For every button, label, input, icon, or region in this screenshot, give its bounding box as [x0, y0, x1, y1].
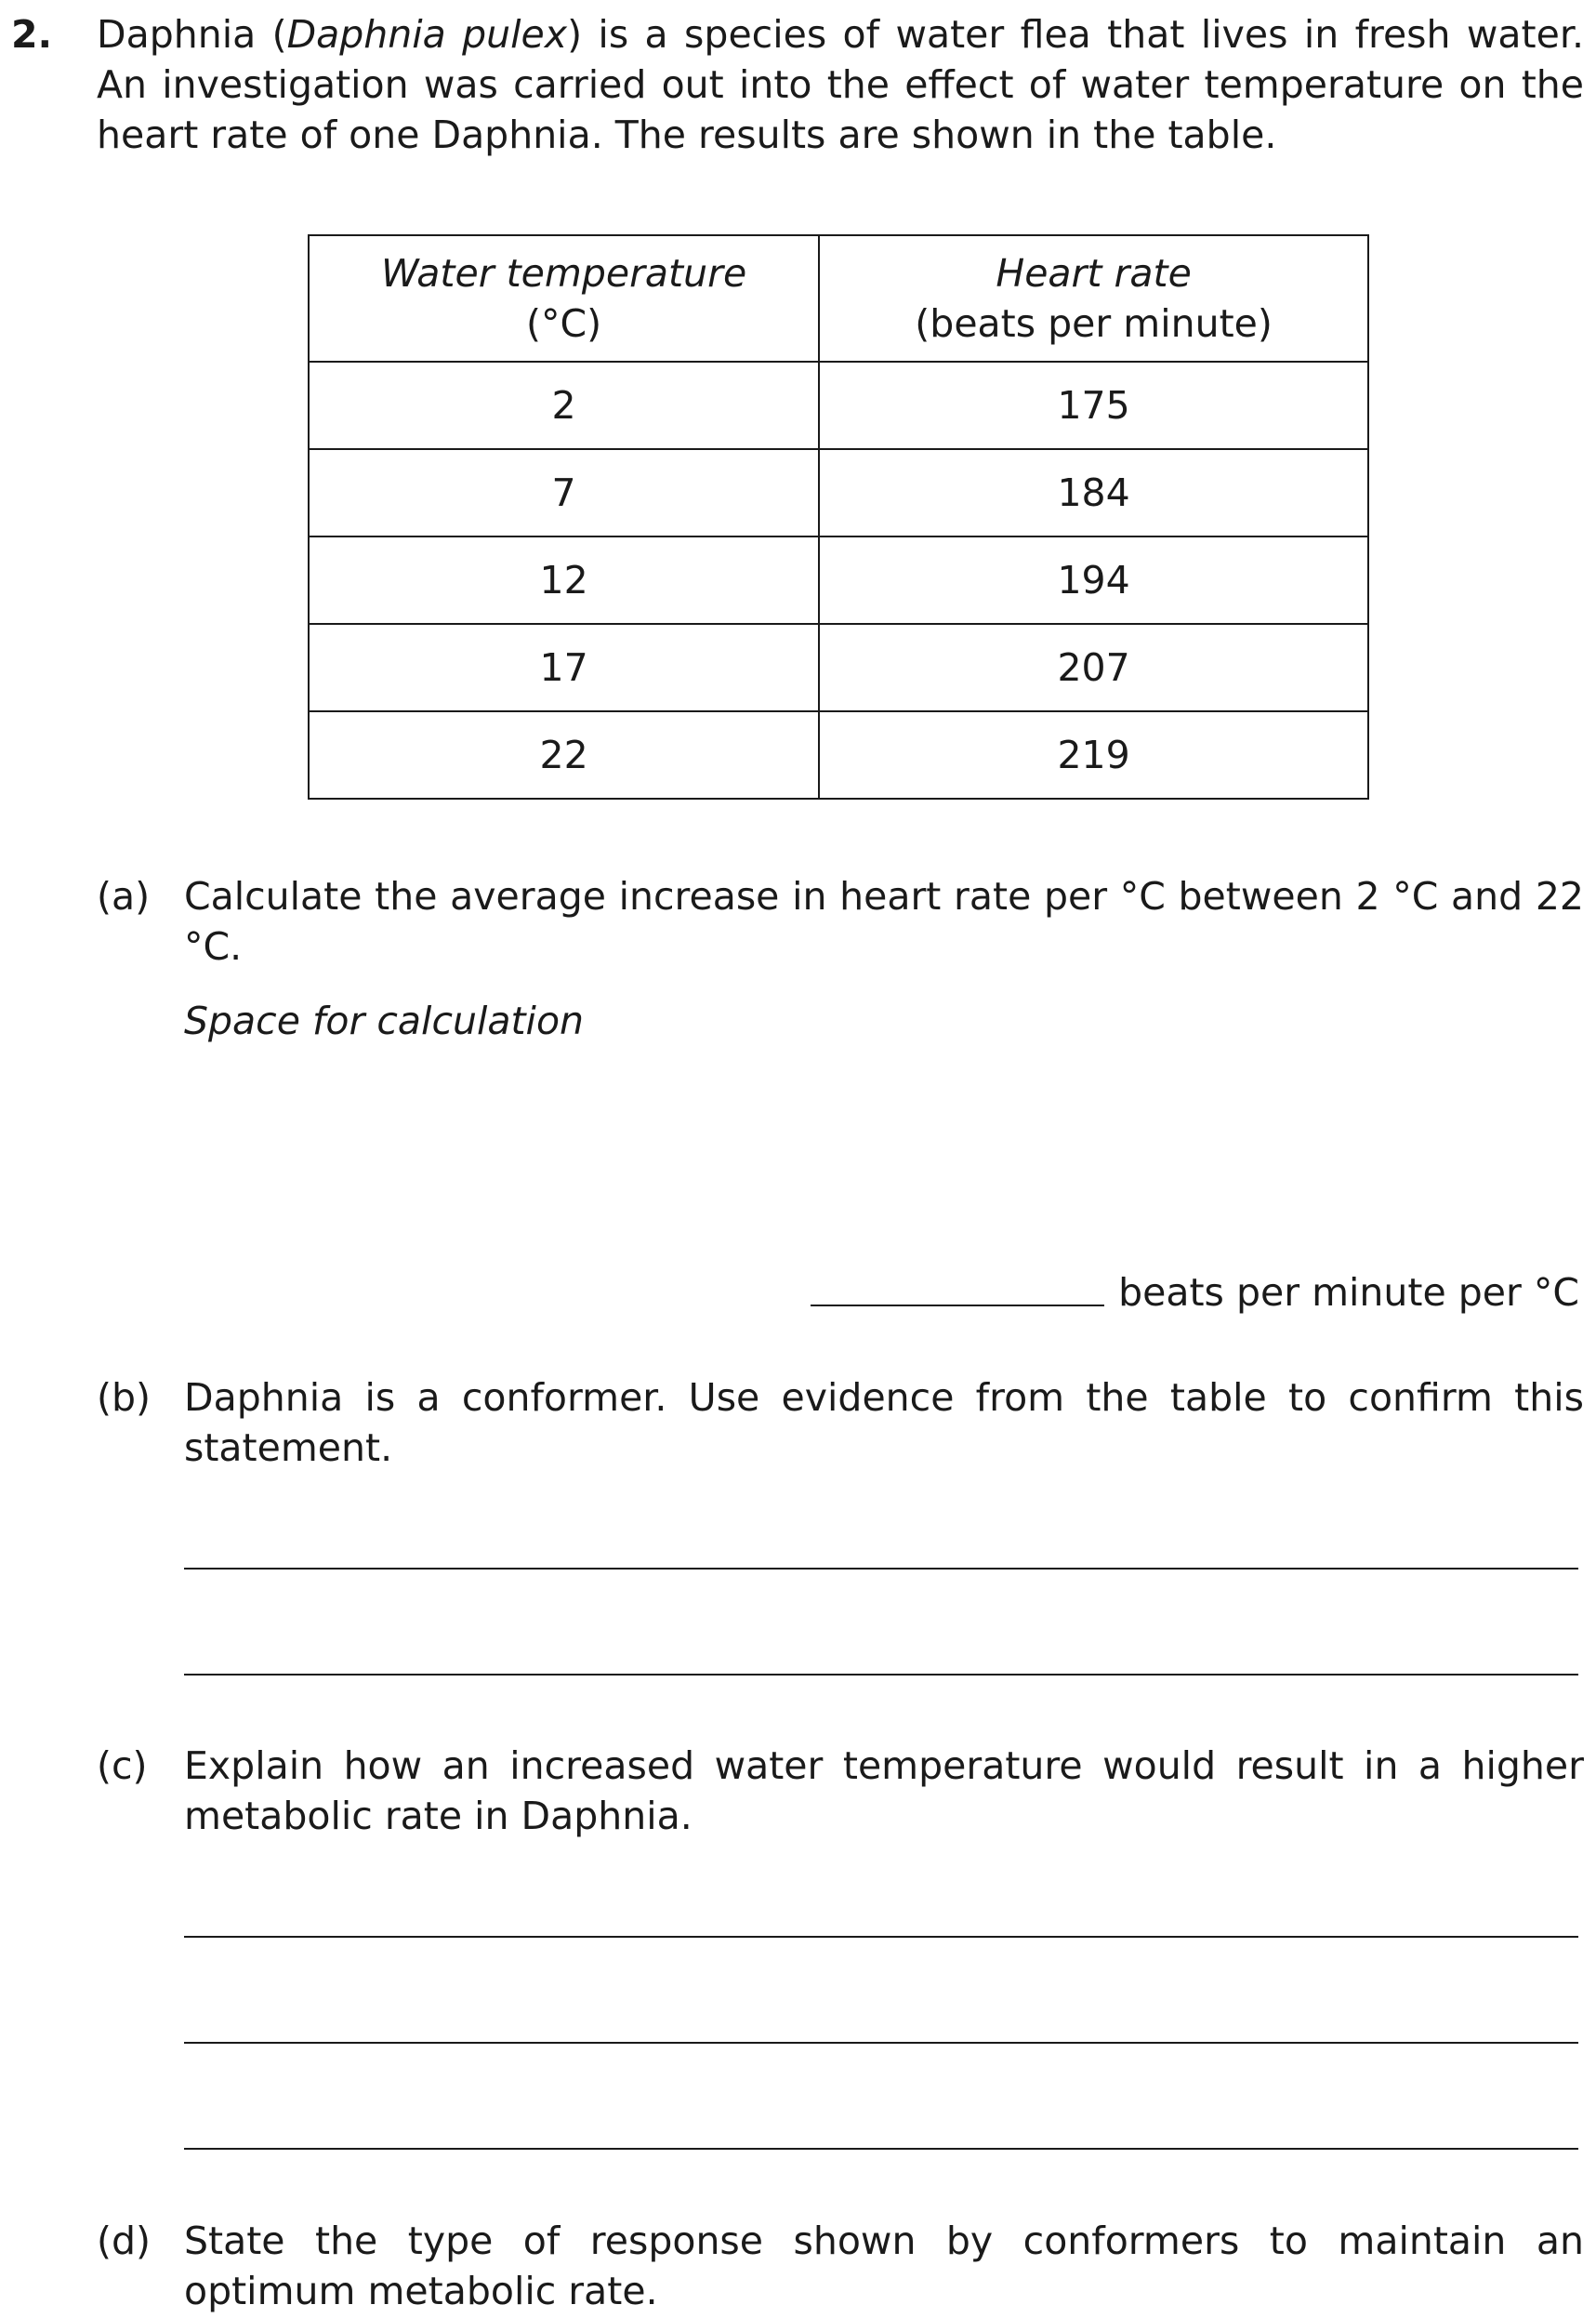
- temperature-cell: 17: [309, 624, 819, 711]
- temperature-cell: 12: [309, 536, 819, 624]
- temperature-header-unit: (°C): [526, 301, 602, 346]
- part-a-label: (a): [97, 874, 151, 919]
- heart-rate-header-unit: (beats per minute): [915, 301, 1273, 346]
- heart-rate-cell: 207: [819, 624, 1368, 711]
- part-c-answer-line[interactable]: [184, 1936, 1578, 1938]
- part-b-answer-line[interactable]: [184, 1568, 1578, 1570]
- part-b-question: Daphnia is a conformer. Use evidence from the table to confirm this statement.: [184, 1375, 1584, 1470]
- part-c-question: Explain how an increased water temperature would result in a higher metabolic rate in Daphnia.: [184, 1743, 1584, 1838]
- intro-text-start: Daphnia (: [97, 12, 287, 57]
- heart-rate-cell: 194: [819, 536, 1368, 624]
- part-b-answer-line[interactable]: [184, 1674, 1578, 1676]
- part-b-label: (b): [97, 1375, 152, 1420]
- question-intro: [97, 9, 1584, 160]
- table-row: [309, 624, 1368, 711]
- results-table: [308, 234, 1369, 800]
- table-header-row: [309, 235, 1368, 362]
- part-a-question: Calculate the average increase in heart rate per °C between 2 °C and 22 °C.: [184, 874, 1584, 969]
- table-row: [309, 536, 1368, 624]
- part-d-label: (d): [97, 2219, 152, 2263]
- part-a-answer-units: beats per minute per °C: [1118, 1270, 1579, 1315]
- part-c-label: (c): [97, 1743, 148, 1788]
- heart-rate-cell: 184: [819, 449, 1368, 536]
- part-a-answer-line[interactable]: [811, 1305, 1104, 1306]
- calculation-space-note: Space for calculation: [184, 999, 585, 1043]
- table-row: [309, 362, 1368, 449]
- intro-text-end: ) is a species of water flea that lives in fresh water. An investigation was carried out into the effect of water temperature on the heart rate of one Daphnia. The results are shown in the table.: [97, 12, 1584, 157]
- heart-rate-cell: 175: [819, 362, 1368, 449]
- temperature-cell: 7: [309, 449, 819, 536]
- table-row: [309, 449, 1368, 536]
- heart-rate-cell: 219: [819, 711, 1368, 799]
- temperature-cell: 22: [309, 711, 819, 799]
- temperature-cell: 2: [309, 362, 819, 449]
- heart-rate-header: [819, 235, 1368, 362]
- temperature-header-name: Water temperature: [380, 251, 747, 296]
- species-name: Daphnia pulex: [286, 12, 568, 57]
- heart-rate-header-name: Heart rate: [996, 251, 1192, 296]
- table-row: [309, 711, 1368, 799]
- temperature-header: [309, 235, 819, 362]
- question-number: 2.: [11, 12, 53, 57]
- part-c-answer-line[interactable]: [184, 2042, 1578, 2044]
- part-c-answer-line[interactable]: [184, 2148, 1578, 2150]
- part-d-question: State the type of response shown by conformers to maintain an optimum metabolic rate.: [184, 2219, 1584, 2313]
